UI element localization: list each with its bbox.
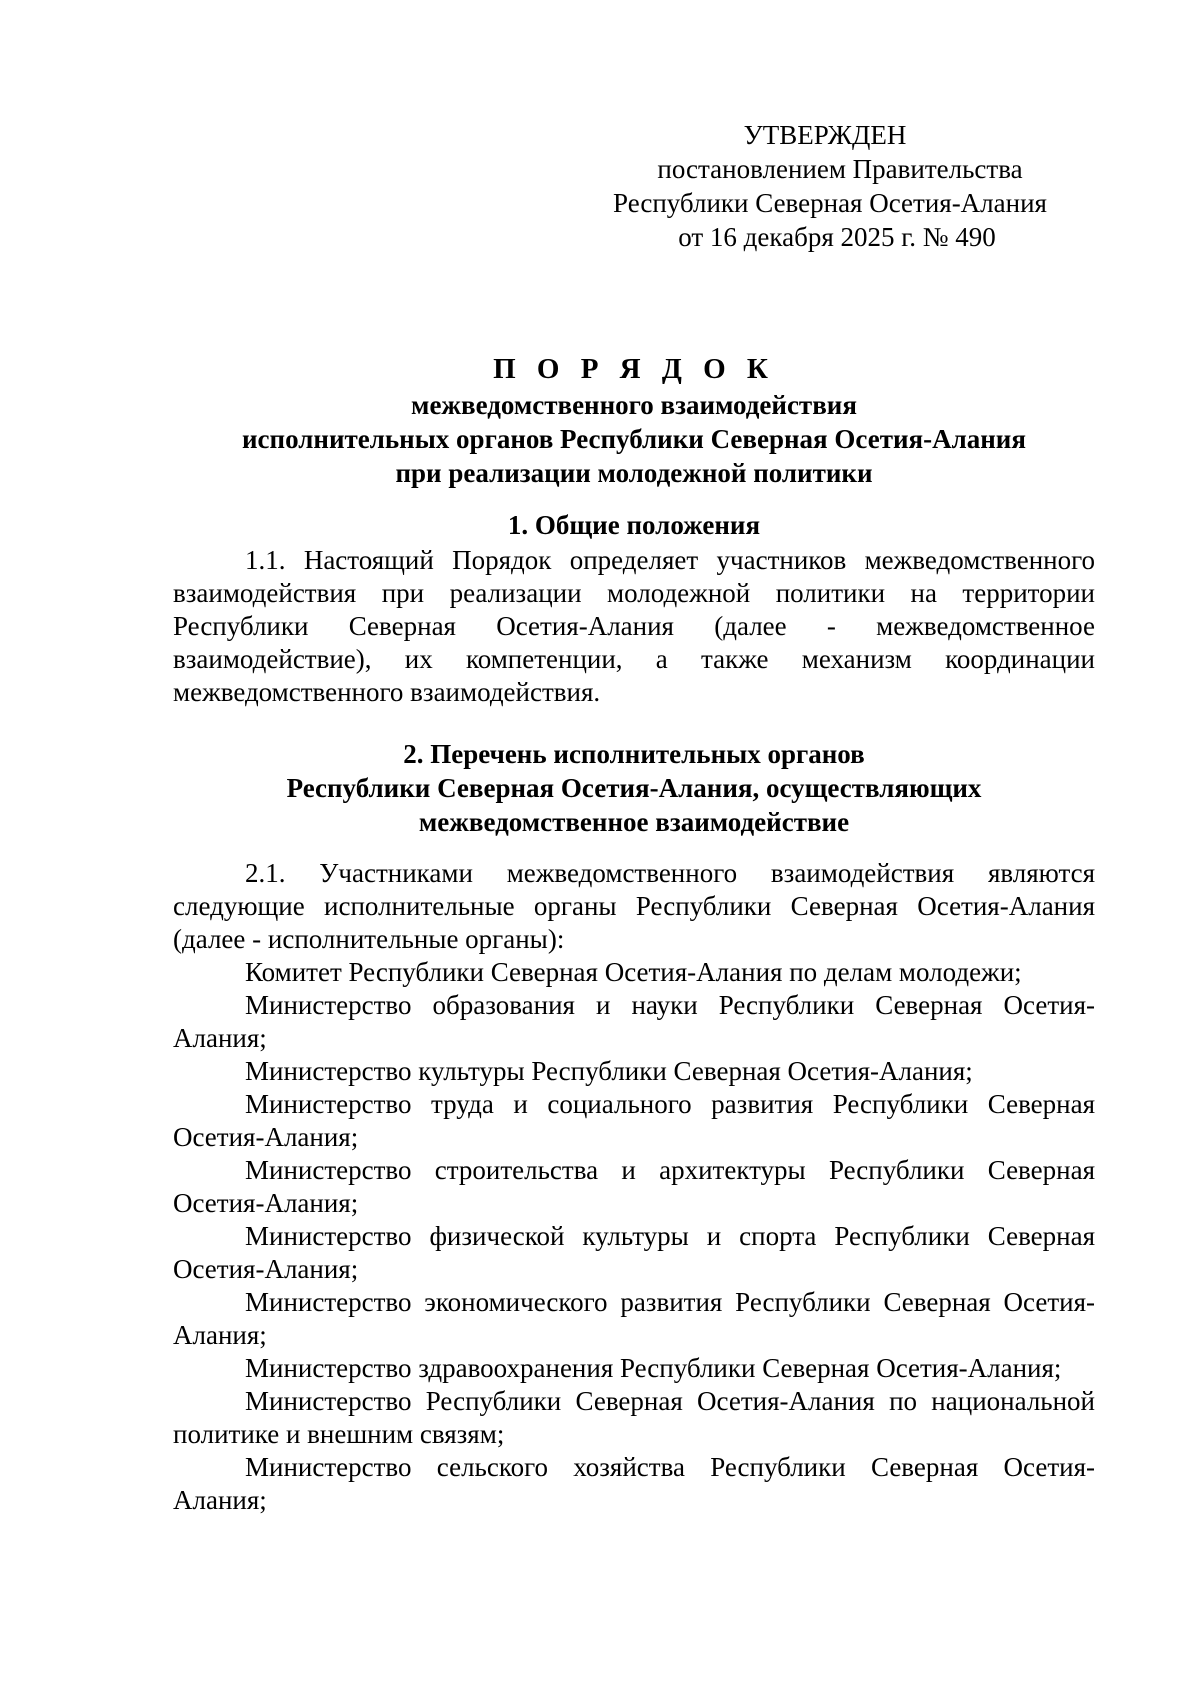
title-line-3: при реализации молодежной политики [395, 458, 873, 488]
approval-title: УТВЕРЖДЕН [743, 120, 907, 150]
section-2-heading-line-1: 2. Перечень исполнительных органов [403, 739, 865, 769]
document-body [173, 352, 1095, 1517]
executive-organs-list [173, 956, 1095, 1517]
list-item: Министерство строительства и архитектуры Республики Северная Осетия-Алания; [173, 1155, 1095, 1218]
document-title [173, 352, 1095, 490]
list-item: Министерство образования и науки Республики Северная Осетия-Алания; [173, 990, 1095, 1053]
list-item: Министерство здравоохранения Республики Северная Осетия-Алания; [245, 1353, 1062, 1383]
title-word: П О Р Я Д О К [493, 353, 775, 385]
list-item: Министерство экономического развития Республики Северная Осетия-Алания; [173, 1287, 1095, 1350]
approval-stamp-block [560, 118, 1120, 254]
section-2-paragraph: 2.1. Участниками межведомственного взаимодействия являются следующие исполнительные органы Республики Северная Осетия-Алания (далее - исполнительные органы): [173, 858, 1095, 954]
list-item: Министерство Республики Северная Осетия-Алания по национальной политике и внешним связям; [173, 1386, 1095, 1449]
approval-decree-line: постановлением Правительства [657, 154, 1023, 184]
list-item: Комитет Республики Северная Осетия-Алания по делам молодежи; [245, 957, 1022, 987]
section-1-heading [173, 508, 1095, 542]
approval-government-line: Республики Северная Осетия-Алания [613, 188, 1047, 218]
section-2-heading [173, 737, 1095, 839]
section-2-heading-line-2: Республики Северная Осетия-Алания, осуществляющих [286, 773, 982, 803]
section-2-heading-line-3: межведомственное взаимодействие [418, 807, 850, 837]
section-1-paragraph: 1.1. Настоящий Порядок определяет участников межведомственного взаимодействия при реализации молодежной политики на территории Республики Северная Осетия-Алания (далее - межведомственное взаимодействие), их компетенции, а также механизм координации межведомственного взаимодействия. [173, 545, 1095, 707]
approval-date-number: от 16 декабря 2025 г. № 490 [678, 222, 996, 252]
list-item: Министерство культуры Республики Северная Осетия-Алания; [245, 1056, 973, 1086]
list-item: Министерство физической культуры и спорта Республики Северная Осетия-Алания; [173, 1221, 1095, 1284]
title-line-1: межведомственного взаимодействия [411, 390, 857, 420]
list-item: Министерство сельского хозяйства Республики Северная Осетия-Алания; [173, 1452, 1095, 1515]
section-1-heading-text: 1. Общие положения [507, 510, 761, 540]
list-item: Министерство труда и социального развития Республики Северная Осетия-Алания; [173, 1089, 1095, 1152]
title-line-2: исполнительных органов Республики Северная Осетия-Алания [242, 424, 1026, 454]
